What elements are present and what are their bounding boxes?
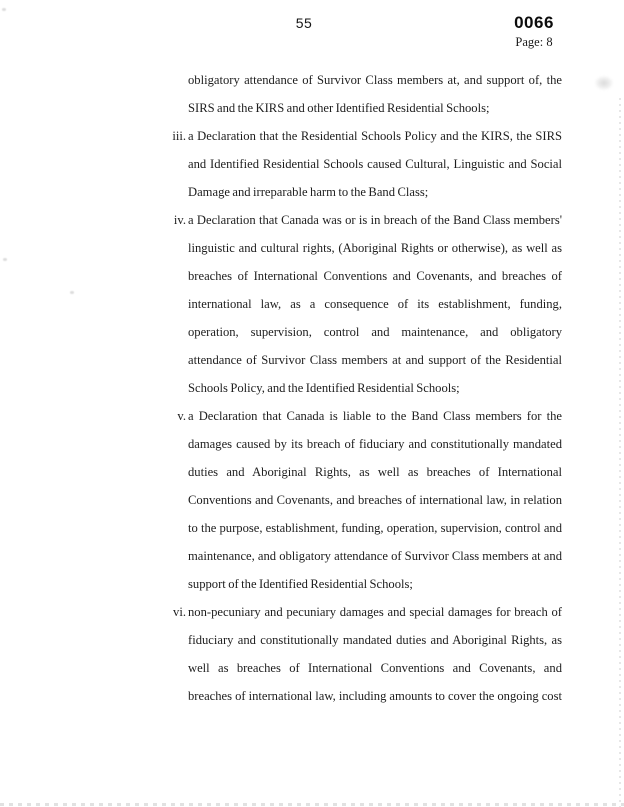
text-line: linguistic and cultural rights, (Aboriginal Rights or otherwise), as well as [188,241,562,255]
list-marker: iii. [172,129,186,143]
scan-speck [3,258,7,261]
text-line: a Declaration that the Residential Schools Policy and the KIRS, the SIRS [188,129,562,143]
text-line: breaches of International Conventions and Covenants, and breaches of [188,269,562,283]
scan-speck [2,8,6,11]
scan-smudge-artifact [595,76,613,90]
text-line: attendance of Survivor Class members at and support of the Residential [188,353,562,367]
scan-noise-bottom-edge [0,803,624,806]
paragraph-lines [188,402,562,598]
scan-noise-right-edge [619,98,621,807]
text-line: fiduciary and constitutionally mandated duties and Aboriginal Rights, as [188,633,562,647]
continuation-paragraph [165,66,562,122]
list-marker: v. [177,409,186,423]
text-line: SIRS and the KIRS and other Identified Residential Schools; [188,101,490,115]
list-marker: iv. [173,213,186,227]
page-number: 55 [295,15,313,31]
text-line: international law, as a consequence of its establishment, funding, [188,297,562,311]
list-item-vi [165,598,562,710]
text-line: non-pecuniary and pecuniary damages and special damages for breach of [188,605,562,619]
list-item-iv [165,206,562,402]
text-line: Schools Policy, and the Identified Residential Schools; [188,381,460,395]
text-line: maintenance, and obligatory attendance of Survivor Class members at and [188,549,562,563]
bates-stamp-number: 0066 [514,13,554,32]
paragraph-lines [188,66,562,122]
text-line: well as breaches of International Conventions and Covenants, and [188,661,562,675]
list-item-v [165,402,562,598]
text-line: support of the Identified Residential Schools; [188,577,413,591]
text-line: duties and Aboriginal Rights, as well as breaches of International [188,465,562,479]
text-line: operation, supervision, control and maintenance, and obligatory [188,325,562,339]
text-line: to the purpose, establishment, funding, operation, supervision, control and [188,521,562,535]
text-line: Conventions and Covenants, and breaches of international law, in relation [188,493,562,507]
list-item-iii [165,122,562,206]
document-body [165,66,562,710]
text-line: and Identified Residential Schools caused Cultural, Linguistic and Social [188,157,562,171]
text-line: obligatory attendance of Survivor Class members at, and support of, the [188,73,562,87]
text-line: a Declaration that Canada was or is in breach of the Band Class members' [188,213,562,227]
text-line: breaches of international law, including amounts to cover the ongoing cost [188,689,562,703]
text-line: a Declaration that Canada is liable to the Band Class members for the [188,409,562,423]
text-line: damages caused by its breach of fiduciary and constitutionally mandated [188,437,562,451]
paragraph-lines [188,122,562,206]
bates-stamp-page-label: Page: 8 [515,35,553,50]
text-line: Damage and irreparable harm to the Band Class; [188,185,429,199]
paragraph-lines [188,598,562,710]
list-marker: vi. [173,605,186,619]
bates-stamp [492,12,576,51]
paragraph-lines [188,206,562,402]
scan-speck [70,291,74,294]
